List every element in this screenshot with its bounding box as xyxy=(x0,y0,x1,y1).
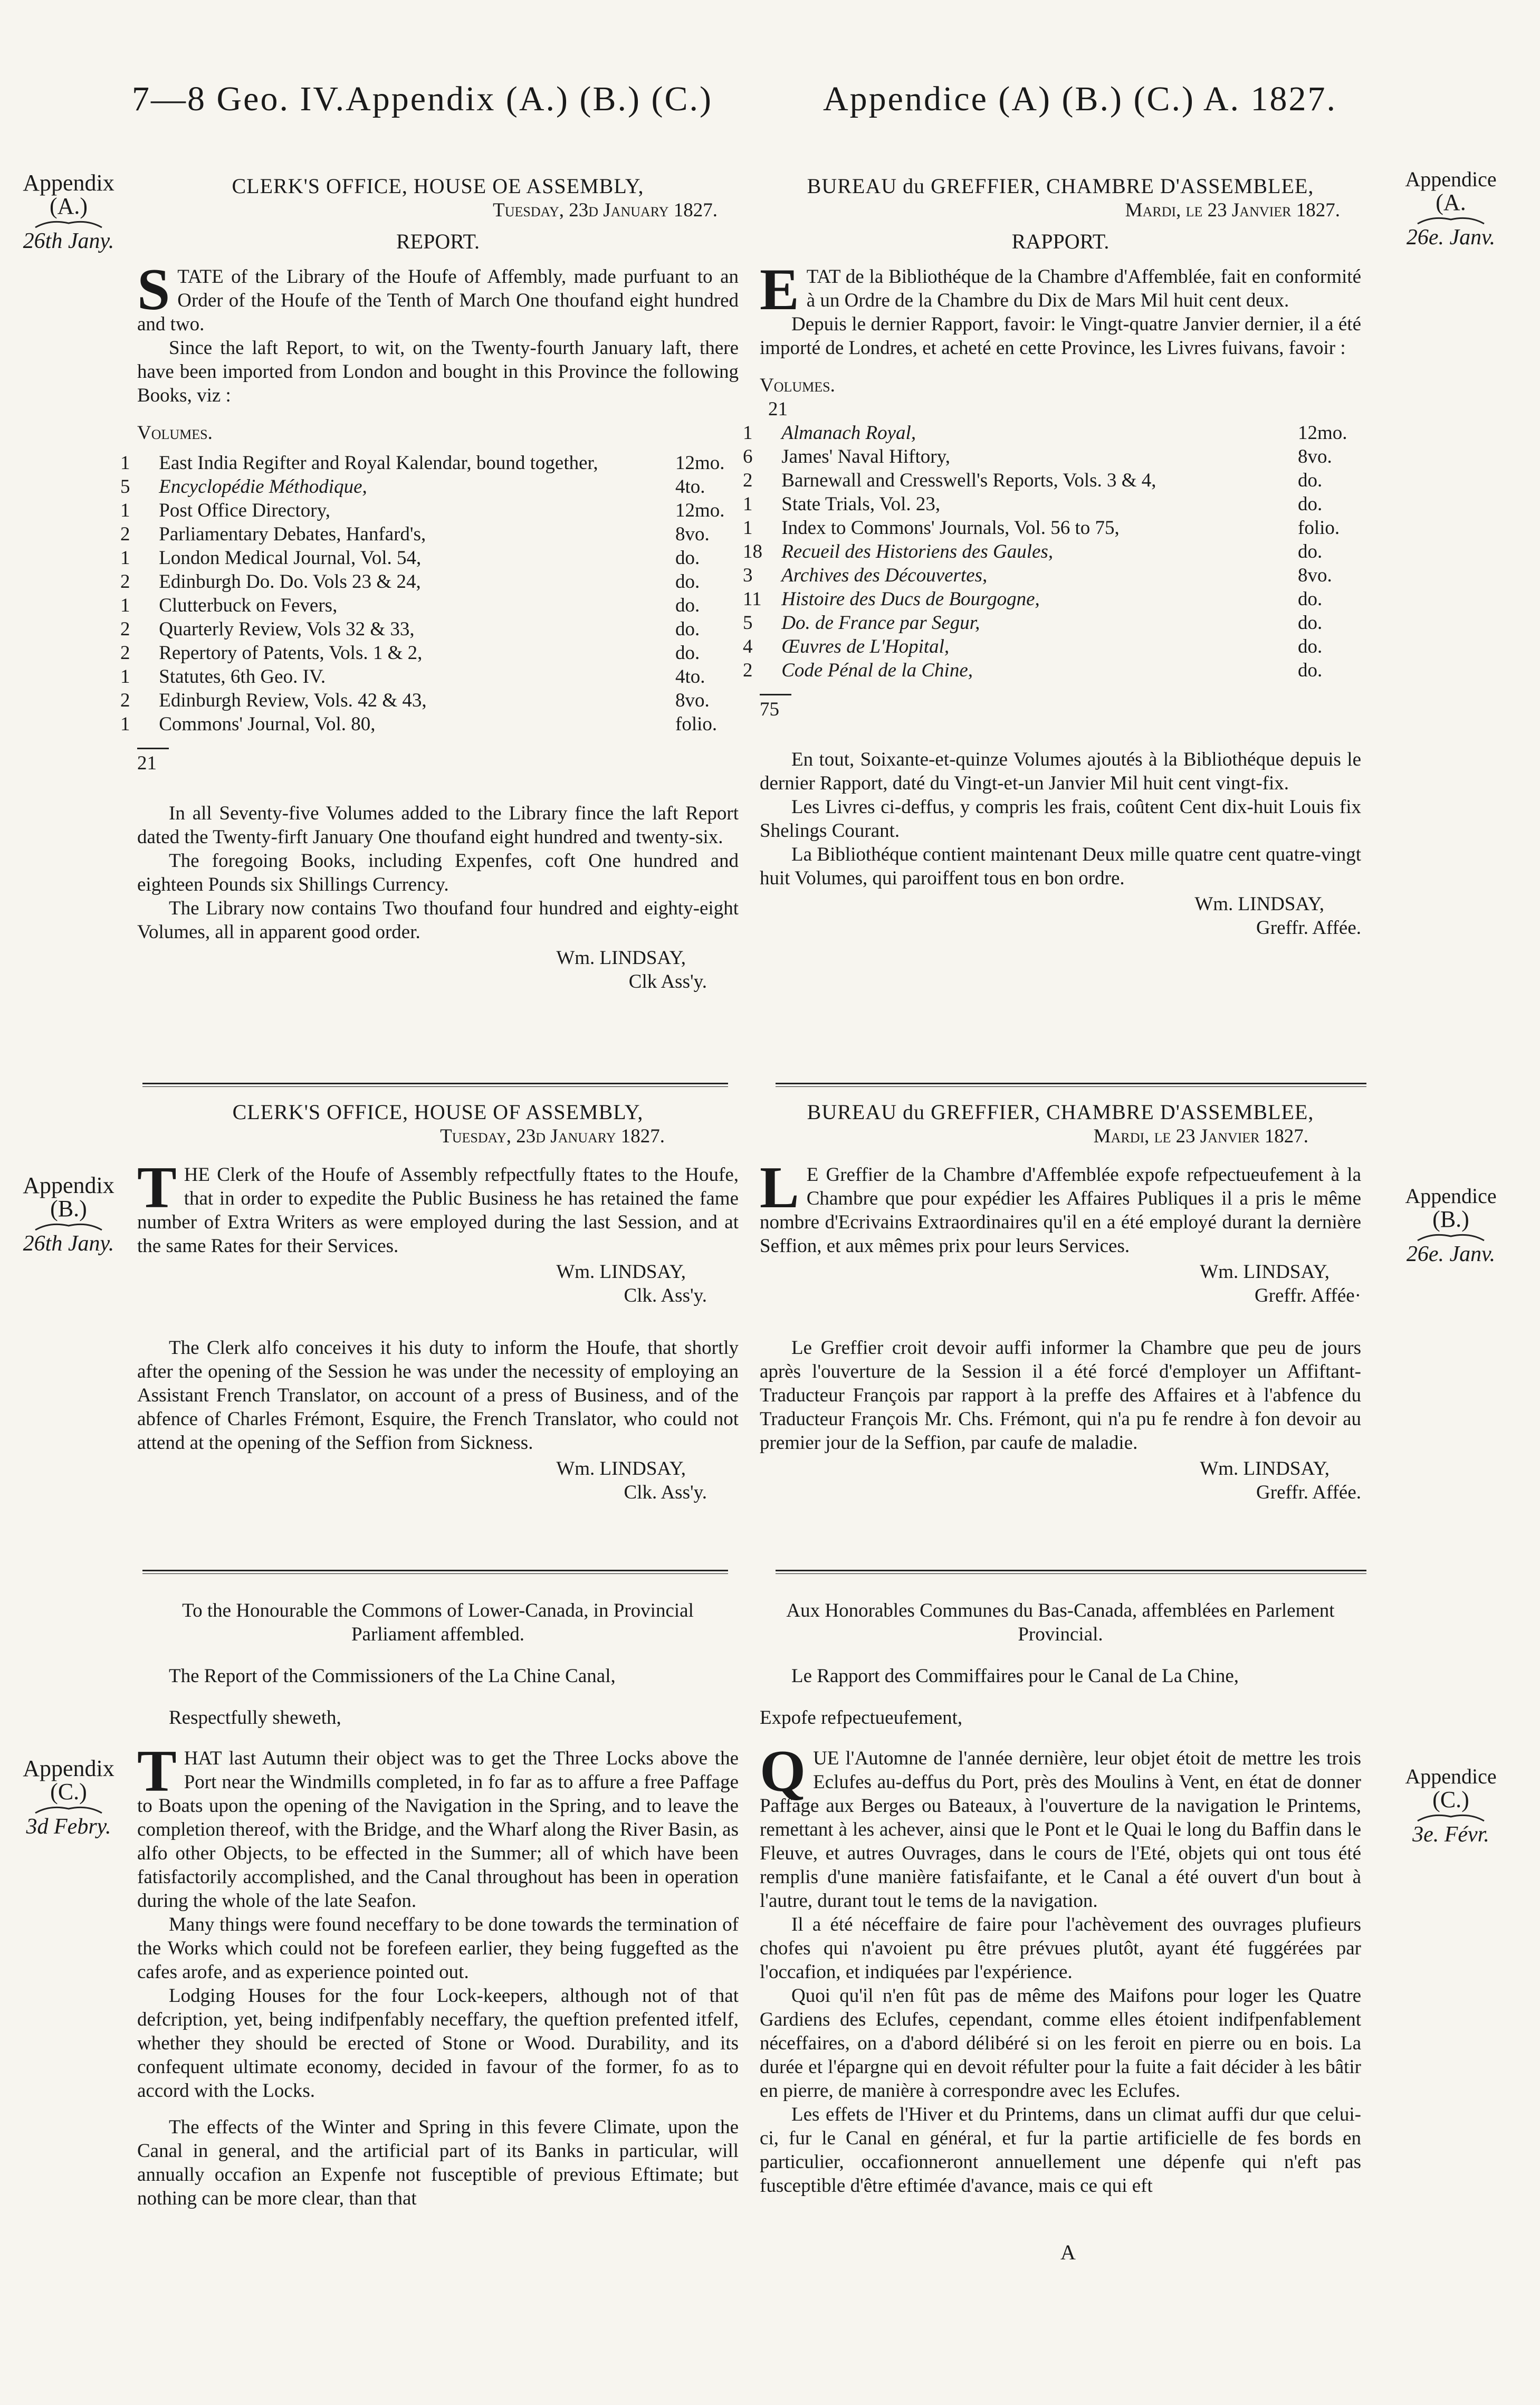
book-title-text: Edinburgh Review, Vols. 42 & 43, xyxy=(159,690,427,711)
section-a-english xyxy=(120,174,739,994)
book-quantity: 1 xyxy=(120,666,130,688)
book-entry xyxy=(120,594,739,617)
book-entry xyxy=(743,587,1361,611)
paragraph: The Library now contains Two thoufand four hundred and eighty-eight Volumes, all in apparent good order. xyxy=(137,898,739,943)
book-entry xyxy=(120,522,739,546)
book-quantity: 11 xyxy=(743,588,762,610)
book-entry xyxy=(743,492,1361,516)
book-format: 12mo. xyxy=(675,452,725,474)
margin-date: 26e. Janv. xyxy=(1406,225,1496,250)
salutation: Respectfully sheweth, xyxy=(169,1707,341,1729)
book-quantity: 2 xyxy=(743,470,753,491)
section-a-french xyxy=(743,174,1361,940)
paragraph xyxy=(137,257,739,336)
book-entry xyxy=(120,712,739,736)
paragraph-text: E Greffier de la Chambre d'Affemblée expofe refpectueufement à la Chambre que pour expédier les Affaires Publiques il a pris le même nombre d'Ecrivains Extraordinaires qu'il en a été employé durant la dernière Seffion, et aux mêmes prix pour leurs Services. xyxy=(760,1164,1361,1257)
paragraph: Quoi qu'il n'en fût pas de même des Maifons pour loger les Quatre Gardiens des Eclufes, cependant, comme elles étoient indifpenfablement néceffaires, on a d'abord délibéré si on les feroit en pierre ou en bois. La durée et l'épargne qui en devoit réfulter pour la fuite a fait décider à les bâtir en pierre, de manière à correspondre avec les Eclufes. xyxy=(760,1985,1361,2102)
section-c-english xyxy=(137,1599,739,2210)
book-format: do. xyxy=(675,642,700,664)
margin-letter: (A.) xyxy=(49,193,88,219)
salutation: Expofe refpectueufement, xyxy=(760,1707,963,1729)
paragraph-text: HAT last Autumn their object was to get the Three Locks above the Port near the Windmills completed, in fo far as to affure a free Paffage to Boats upon the opening of the Navigation in the Spring, and to leave the completion thereof, with the Bridge, and the Wharf along the River Basin, as alfo other Objects, to be effected in the Summer; all of which have been fatisfactorily accomplished, and the Canal throughout has been in operation during the whole of the late Seafon. xyxy=(137,1748,739,1912)
book-format: do. xyxy=(675,595,700,616)
paragraph: The effects of the Winter and Spring in this fevere Climate, upon the Canal in general, and the artificial part of its Banks in particular, will annually occafion an Expenfe not fusceptible of previous Eftimate; but nothing can be more clear, than that xyxy=(137,2116,739,2209)
book-title xyxy=(743,445,1298,469)
book-quantity: 1 xyxy=(120,547,130,569)
brace-icon xyxy=(1417,214,1485,226)
book-title xyxy=(120,617,675,641)
book-format: do. xyxy=(675,571,700,593)
brace-icon xyxy=(34,218,103,230)
book-entry xyxy=(743,445,1361,469)
book-title xyxy=(743,492,1298,516)
margin-label: Appendix xyxy=(23,170,114,196)
book-format: 8vo. xyxy=(1298,565,1332,586)
book-title xyxy=(743,587,1298,611)
report-date: Tuesday, 23d January 1827. xyxy=(440,1125,665,1147)
book-quantity: 2 xyxy=(743,660,753,681)
book-title-text: Code Pénal de la Chine, xyxy=(781,660,973,681)
book-title-text: London Medical Journal, Vol. 54, xyxy=(159,547,422,569)
signature-mark: A xyxy=(1060,2240,1076,2264)
book-list xyxy=(743,421,1361,682)
book-quantity: 18 xyxy=(743,541,762,562)
book-title-text: Edinburgh Do. Do. Vols 23 & 24, xyxy=(159,571,421,593)
margin-note-appendix-c-fr xyxy=(1393,1765,1509,1846)
paragraph xyxy=(760,257,1361,322)
margin-note-appendix-a-en xyxy=(11,171,127,253)
margin-date: 26th Jany. xyxy=(23,229,114,253)
signature-title: Clk Ass'y. xyxy=(628,971,707,992)
book-entry xyxy=(120,570,739,594)
margin-note-appendix-a-fr xyxy=(1393,168,1509,249)
paragraph: The foregoing Books, including Expenfes, coft One hundred and eighteen Pounds six Shillings Currency. xyxy=(137,850,739,895)
book-title xyxy=(120,594,675,617)
book-quantity: 1 xyxy=(743,517,753,539)
address-line: Aux Honorables Communes du Bas-Canada, affemblées en Parlement Provincial. xyxy=(786,1600,1335,1645)
drop-cap: Q xyxy=(760,1739,806,1804)
book-quantity: 5 xyxy=(120,476,130,498)
signature-title: Greffr. Affée· xyxy=(1254,1285,1361,1306)
book-title-text: Statutes, 6th Geo. IV. xyxy=(159,666,326,688)
paragraph: En tout, Soixante-et-quinze Volumes ajoutés à la Bibliothéque depuis le dernier Rapport, daté du Vingt-et-un Janvier Mil huit cent vingt-fix. xyxy=(760,749,1361,794)
book-title xyxy=(120,712,675,736)
book-title xyxy=(743,469,1298,492)
book-title-text: Clutterbuck on Fevers, xyxy=(159,595,338,616)
book-entry xyxy=(120,665,739,689)
section-c-french xyxy=(760,1599,1361,2198)
margin-note-appendix-b-en xyxy=(11,1174,127,1255)
brace-icon xyxy=(34,1220,103,1232)
section-b-english xyxy=(137,1100,739,1504)
book-title xyxy=(743,658,1298,682)
book-format: do. xyxy=(1298,588,1323,610)
book-format: do. xyxy=(1298,493,1323,515)
paragraph xyxy=(137,1155,739,1258)
report-heading: REPORT. xyxy=(396,230,480,253)
paragraph: Many things were found neceffary to be done towards the termination of the Works which could not be forefeen earlier, they being fuggefted as the cafes arofe, and as experience pointed out. xyxy=(137,1914,739,1983)
paragraph: The Clerk alfo conceives it his duty to inform the Houfe, that shortly after the opening of the Session he was under the necessity of employing an Assistant French Translator, on account of a press of Business, and of the abfence of Charles Frémont, Esquire, the French Translator, who could not attend at the opening of the Seffion from Sickness. xyxy=(137,1337,739,1454)
margin-date: 3e. Févr. xyxy=(1412,1822,1489,1847)
book-title xyxy=(743,564,1298,587)
book-entry xyxy=(120,641,739,665)
brace-icon xyxy=(1417,1811,1485,1823)
margin-date: 3d Febry. xyxy=(26,1815,111,1839)
book-title-text: Œuvres de L'Hopital, xyxy=(781,636,950,657)
volumes-label: Volumes. xyxy=(760,375,835,396)
running-header-right: Appendice (A) (B.) (C.) A. 1827. xyxy=(823,80,1337,118)
paragraph-text: HE Clerk of the Houfe of Assembly refpectfully ftates to the Houfe, that in order to expedite the Public Business he has retained the fame number of Extra Writers as were employed during the last Session, and at the same Rates for their Services. xyxy=(137,1164,739,1257)
paragraph: Les effets de l'Hiver et du Printems, dans un climat auffi dur que celui-ci, fur le Canal en général, et fur la partie artificielle de fes bords en particulier, occafionneront annuellement une dépenfe qui n'eft pas fusceptible d'être eftimée d'avance, mais ce qui eft xyxy=(760,2104,1361,2197)
paragraph: Lodging Houses for the four Lock-keepers, although not of that defcription, yet, being indifpenfably neceffary, the queftion prefented itfelf, whether they should be erected of Stone or Wood. Durability, and its confequent ultimate economy, decided in favour of the former, fo as to accord with the Locks. xyxy=(137,1985,739,2102)
book-quantity: 2 xyxy=(120,571,130,593)
book-entry xyxy=(743,564,1361,587)
section-divider xyxy=(776,1570,1366,1574)
book-quantity: 6 xyxy=(743,446,753,467)
drop-cap: T xyxy=(137,1739,177,1804)
paragraph xyxy=(137,1739,739,1913)
margin-letter: (B.) xyxy=(1432,1206,1469,1232)
book-title xyxy=(743,421,1298,445)
book-title xyxy=(743,516,1298,540)
signature-title: Greffr. Affée. xyxy=(1256,1482,1361,1503)
book-quantity: 1 xyxy=(120,713,130,735)
paragraph: Since the laft Report, to wit, on the Twenty-fourth January laft, there have been imported from London and bought in this Province the following Books, viz : xyxy=(137,337,739,406)
paragraph: Il a été néceffaire de faire pour l'achèvement des ouvrages plufieurs chofes qui n'avoient pu être prévues plutôt, ayant été fuggérées par l'occafion, et indiquées par l'expérience. xyxy=(760,1914,1361,1983)
report-date: Mardi, le 23 Janvier 1827. xyxy=(1093,1125,1308,1147)
section-divider xyxy=(142,1083,728,1087)
paragraph-text: UE l'Automne de l'année dernière, leur objet étoit de mettre les trois Eclufes au-deffus du Port, près des Moulins à Vent, en état de donner Paffage aux Berges ou Bateaux, à l'ouverture de la navigation le Printems, remettant à les achever, ainsi que le Pont et le Quai le long du Baffin dans le Fleuve, et autres Ouvrages, dans le cours de l'Eté, objets qui ont tous été remplis d'une manière fatisfaifante, et le Canal a été ouvert d'un bout à l'autre, durant tout le tems de la navigation. xyxy=(760,1748,1361,1912)
volumes-label: Volumes. xyxy=(137,422,213,444)
paragraph: Le Greffier croit devoir auffi informer la Chambre que peu de jours après l'ouverture de la Session il a été forcé d'employer un Affiftant-Traducteur François par rapport à la preffe des Affaires et à l'abfence du Traducteur François Mr. Chs. Frémont, qui n'a pu fe rendre à fon devoir au premier jour de la Seffion, par caufe de maladie. xyxy=(760,1337,1361,1454)
drop-cap: T xyxy=(137,1155,177,1220)
volume-total: 21 xyxy=(137,748,169,775)
brace-icon xyxy=(34,1803,103,1815)
paragraph xyxy=(760,1155,1361,1258)
book-entry xyxy=(743,635,1361,658)
signature-title: Greffr. Affée. xyxy=(1256,917,1361,939)
book-format: do. xyxy=(675,547,700,569)
paragraph: Depuis le dernier Rapport, favoir: le Vingt-quatre Janvier dernier, il a été importé de Londres, et acheté en cette Province, les Livres fuivans, favoir : xyxy=(760,313,1361,359)
book-format: do. xyxy=(1298,660,1323,681)
book-entry xyxy=(120,546,739,570)
margin-letter: (B.) xyxy=(50,1196,87,1221)
office-title: BUREAU du GREFFIER, CHAMBRE D'ASSEMBLEE, xyxy=(807,174,1314,198)
book-quantity: 2 xyxy=(120,618,130,640)
book-title-text: Almanach Royal, xyxy=(781,422,916,444)
section-divider xyxy=(142,1570,728,1574)
book-format: 12mo. xyxy=(1298,422,1347,444)
book-quantity: 1 xyxy=(743,422,753,444)
book-format: 8vo. xyxy=(675,523,710,545)
paragraph-text: TATE of the Library of the Houfe of Affembly, made purfuant to an Order of the Houfe of the Tenth of March One thoufand eight hundred and two. xyxy=(137,266,739,335)
book-quantity: 2 xyxy=(120,523,130,545)
book-format: folio. xyxy=(675,713,718,735)
book-title xyxy=(120,665,675,689)
report-date: Tuesday, 23d January 1827. xyxy=(493,199,718,221)
report-intro: The Report of the Commissioners of the La Chine Canal, xyxy=(169,1665,616,1687)
book-title-text: Commons' Journal, Vol. 80, xyxy=(159,713,376,735)
paragraph: La Bibliothéque contient maintenant Deux mille quatre cent quatre-vingt huit Volumes, qui paroiffent tous en bon ordre. xyxy=(760,844,1361,889)
signature-name: Wm. LINDSAY, xyxy=(556,1458,686,1480)
book-quantity: 2 xyxy=(120,690,130,711)
signature-name: Wm. LINDSAY, xyxy=(1200,1458,1329,1480)
book-title xyxy=(120,546,675,570)
book-format: 4to. xyxy=(675,476,705,498)
book-quantity: 5 xyxy=(743,612,753,634)
signature-name: Wm. LINDSAY, xyxy=(556,947,686,969)
book-entry xyxy=(743,469,1361,492)
margin-label: Appendix xyxy=(23,1755,114,1781)
book-title-text: Recueil des Historiens des Gaules, xyxy=(781,541,1054,562)
book-entry xyxy=(120,689,739,712)
book-title-text: Encyclopédie Méthodique, xyxy=(159,476,367,498)
book-format: do. xyxy=(1298,612,1323,634)
book-quantity: 2 xyxy=(120,642,130,664)
book-quantity: 4 xyxy=(743,636,753,657)
book-title xyxy=(120,641,675,665)
book-format: 8vo. xyxy=(675,690,710,711)
margin-letter: (C.) xyxy=(1432,1787,1469,1812)
book-title-text: James' Naval Hiftory, xyxy=(781,446,950,467)
volume-total: 75 xyxy=(760,694,791,721)
book-title-text: East India Regifter and Royal Kalendar, bound together, xyxy=(159,452,598,474)
book-title-text: Quarterly Review, Vols 32 & 33, xyxy=(159,618,415,640)
book-entry xyxy=(120,499,739,522)
book-quantity: 1 xyxy=(743,493,753,515)
drop-cap: L xyxy=(760,1155,799,1220)
section-divider xyxy=(776,1083,1366,1087)
margin-label: Appendice xyxy=(1405,1184,1497,1208)
paragraph xyxy=(760,1739,1361,1913)
book-list xyxy=(120,451,739,736)
office-title: CLERK'S OFFICE, HOUSE OE ASSEMBLY, xyxy=(232,174,644,198)
book-format: do. xyxy=(1298,541,1323,562)
address-line: To the Honourable the Commons of Lower-Canada, in Provincial Parliament affembled. xyxy=(182,1600,694,1645)
book-format: do. xyxy=(1298,636,1323,657)
book-title-text: Barnewall and Cresswell's Reports, Vols. 3 & 4, xyxy=(781,470,1156,491)
margin-label: Appendice xyxy=(1405,1764,1497,1788)
signature-name: Wm. LINDSAY, xyxy=(1200,1261,1329,1283)
book-title xyxy=(120,570,675,594)
margin-letter: (A. xyxy=(1436,189,1466,215)
office-title: BUREAU du GREFFIER, CHAMBRE D'ASSEMBLEE, xyxy=(807,1100,1314,1124)
book-entry xyxy=(743,611,1361,635)
book-quantity: 1 xyxy=(120,452,130,474)
book-entry xyxy=(743,658,1361,682)
book-entry xyxy=(120,617,739,641)
book-title-text: Index to Commons' Journals, Vol. 56 to 75, xyxy=(781,517,1120,539)
book-title xyxy=(120,451,675,475)
book-title-text: Post Office Directory, xyxy=(159,500,330,521)
signature-name: Wm. LINDSAY, xyxy=(1194,893,1324,915)
paragraph: Les Livres ci-deffus, y compris les frais, coûtent Cent dix-huit Louis fix Shelings Courant. xyxy=(760,796,1361,842)
volume-carry: 21 xyxy=(768,398,788,420)
paragraph-text: TAT de la Bibliothéque de la Chambre d'Affemblée, fait en conformité à un Ordre de la Chambre du Dix de Mars Mil huit cent deux. xyxy=(806,266,1361,311)
margin-letter: (C.) xyxy=(50,1779,87,1805)
margin-note-appendix-c-en xyxy=(11,1757,127,1838)
book-quantity: 1 xyxy=(120,500,130,521)
brace-icon xyxy=(1417,1231,1485,1243)
book-title-text: State Trials, Vol. 23, xyxy=(781,493,941,515)
book-title-text: Repertory of Patents, Vols. 1 & 2, xyxy=(159,642,423,664)
book-format: 8vo. xyxy=(1298,446,1332,467)
margin-note-appendix-b-fr xyxy=(1393,1185,1509,1266)
book-title xyxy=(120,522,675,546)
book-format: 4to. xyxy=(675,666,705,688)
running-header-left: 7—8 Geo. IV.Appendix (A.) (B.) (C.) xyxy=(132,80,713,118)
book-title xyxy=(743,611,1298,635)
signature-name: Wm. LINDSAY, xyxy=(556,1261,686,1283)
book-entry xyxy=(743,516,1361,540)
report-date: Mardi, le 23 Janvier 1827. xyxy=(1125,199,1340,221)
signature-title: Clk. Ass'y. xyxy=(624,1285,707,1306)
office-title: CLERK'S OFFICE, HOUSE OF ASSEMBLY, xyxy=(232,1100,644,1124)
paragraph: In all Seventy-five Volumes added to the Library fince the laft Report dated the Twenty-firft January One thoufand eight hundred and twenty-six. xyxy=(137,803,739,848)
book-title-text: Archives des Découvertes, xyxy=(781,565,988,586)
margin-label: Appendix xyxy=(23,1172,114,1198)
drop-cap: S xyxy=(137,257,170,322)
report-intro: Le Rapport des Commiffaires pour le Canal de La Chine, xyxy=(791,1665,1239,1687)
book-entry xyxy=(120,451,739,475)
signature-title: Clk. Ass'y. xyxy=(624,1482,707,1503)
book-title xyxy=(743,540,1298,564)
book-quantity: 1 xyxy=(120,595,130,616)
book-title-text: Histoire des Ducs de Bourgogne, xyxy=(781,588,1040,610)
book-entry xyxy=(743,540,1361,564)
book-entry xyxy=(743,421,1361,445)
book-title xyxy=(120,689,675,712)
margin-date: 26e. Janv. xyxy=(1406,1242,1496,1266)
drop-cap: E xyxy=(760,257,799,322)
book-title xyxy=(120,475,675,499)
section-b-french xyxy=(760,1100,1361,1504)
book-title-text: Do. de France par Segur, xyxy=(781,612,980,634)
book-quantity: 3 xyxy=(743,565,753,586)
book-format: folio. xyxy=(1298,517,1340,539)
margin-date: 26th Jany. xyxy=(23,1232,114,1256)
book-title xyxy=(120,499,675,522)
book-format: 12mo. xyxy=(675,500,725,521)
margin-label: Appendice xyxy=(1405,167,1497,191)
book-format: do. xyxy=(675,618,700,640)
report-heading: RAPPORT. xyxy=(1011,230,1109,253)
book-entry xyxy=(120,475,739,499)
book-title xyxy=(743,635,1298,658)
book-format: do. xyxy=(1298,470,1323,491)
book-title-text: Parliamentary Debates, Hanfard's, xyxy=(159,523,426,545)
